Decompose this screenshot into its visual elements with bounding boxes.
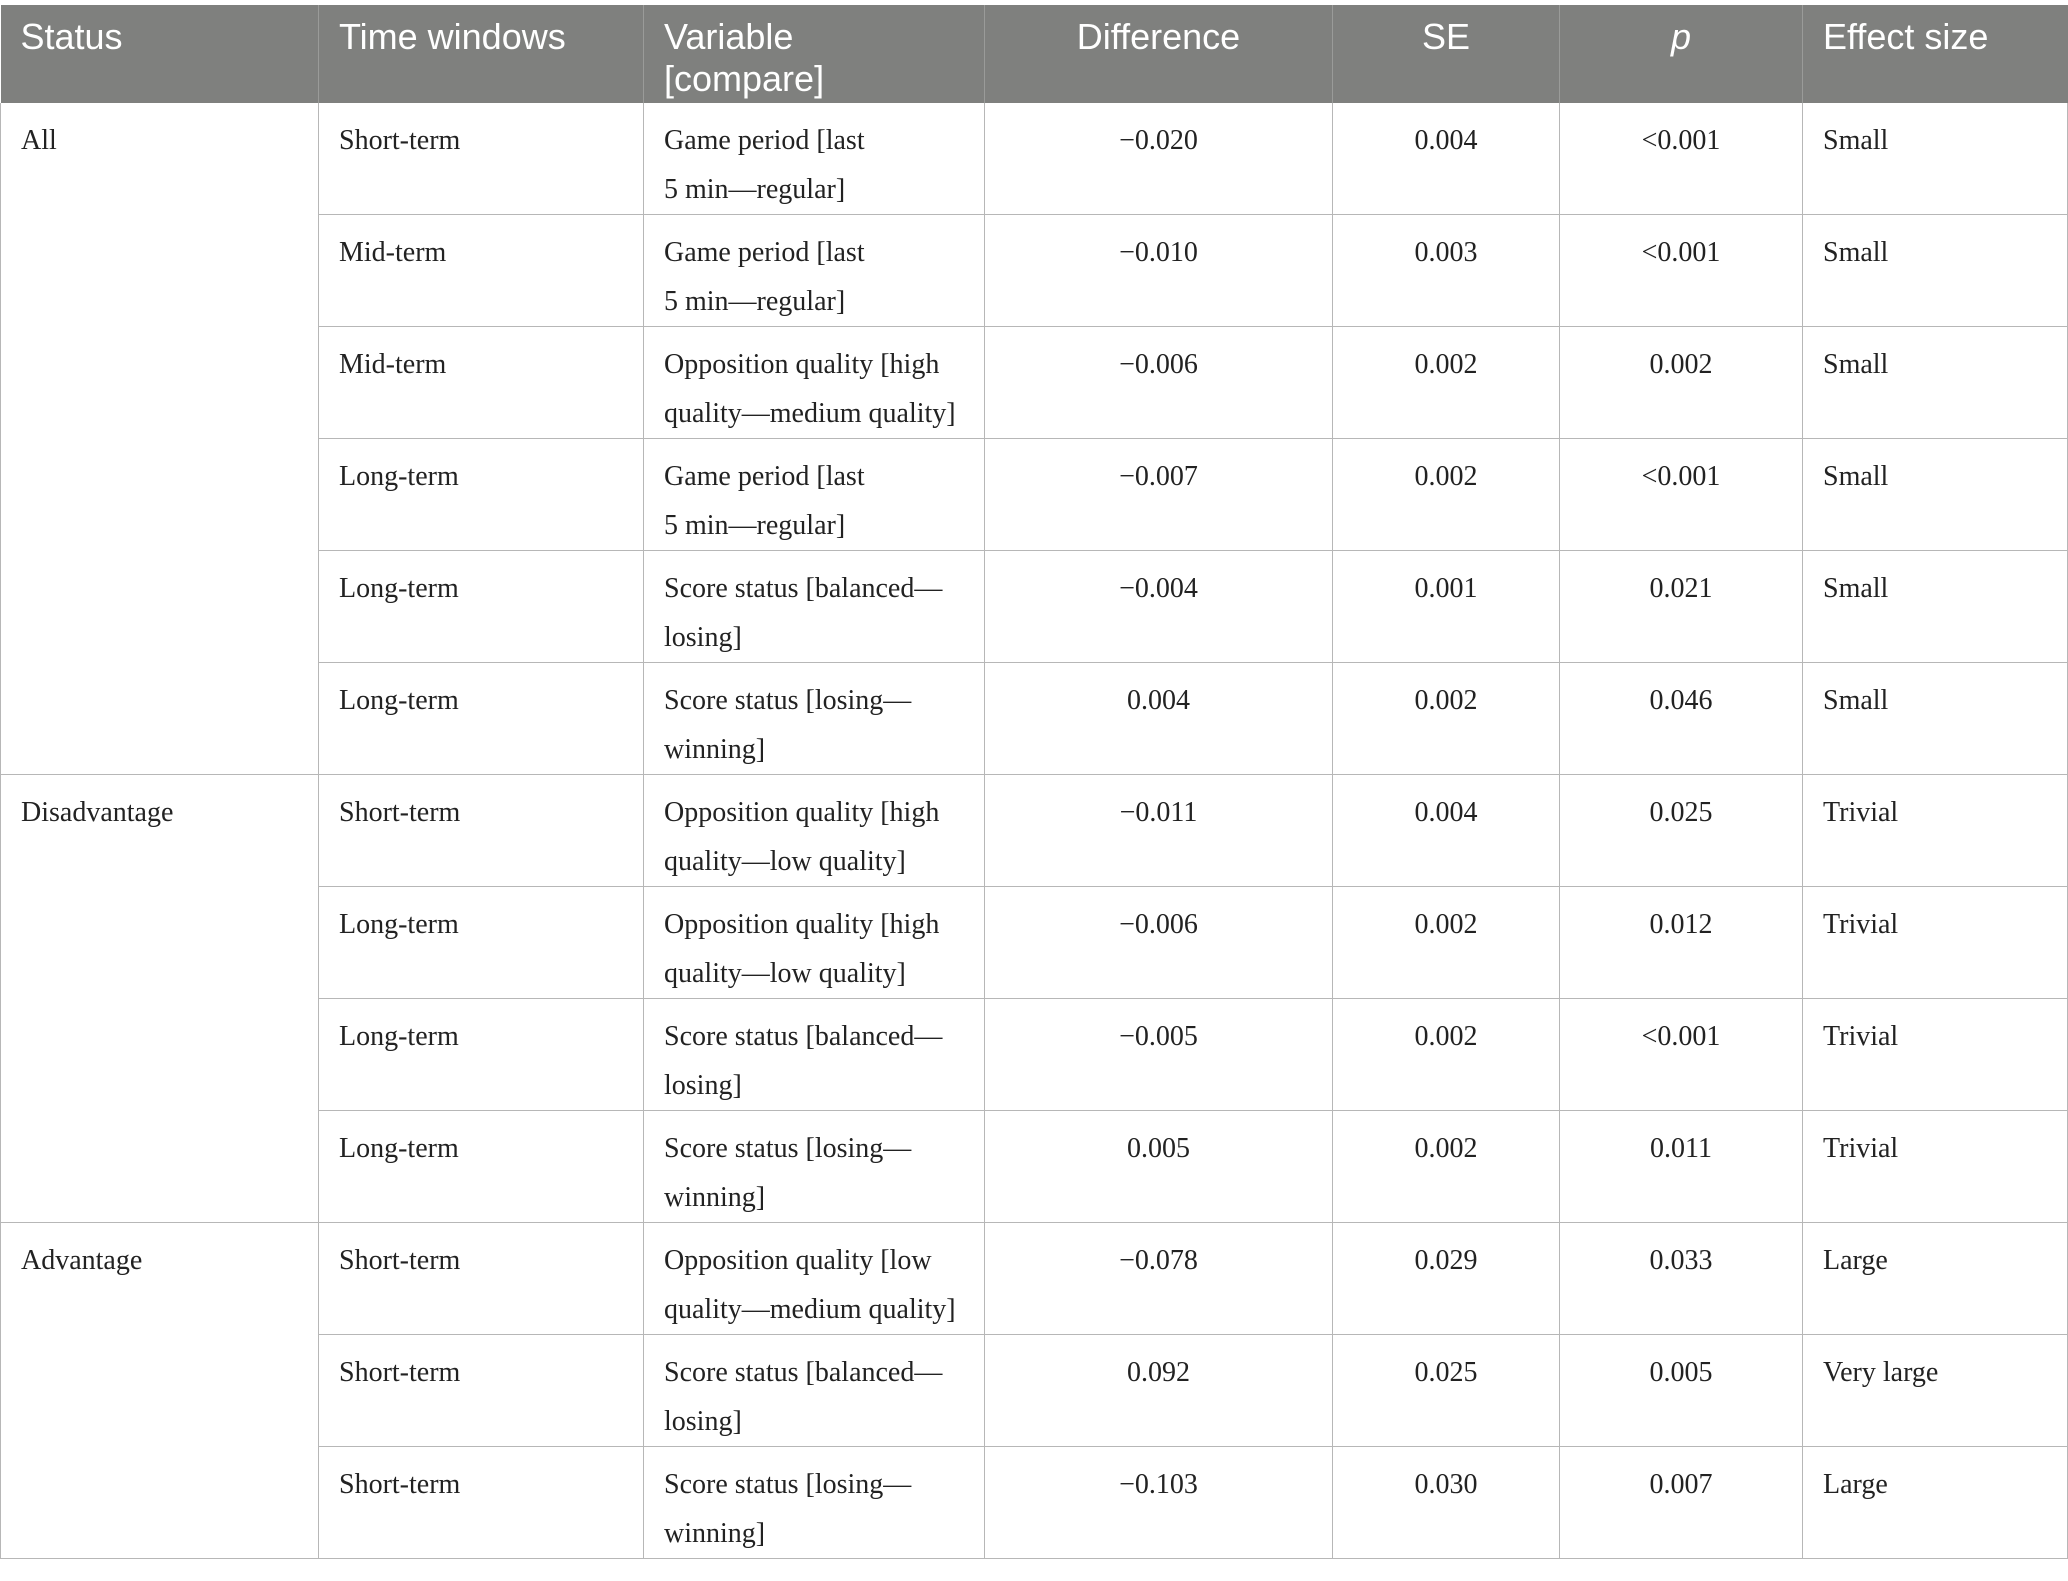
p-value-cell: 0.007 (1560, 1447, 1803, 1559)
se-cell: 0.004 (1333, 103, 1560, 215)
variable-cell (644, 663, 985, 775)
effect-size-cell: Trivial (1803, 999, 2068, 1111)
effect-size-cell: Large (1803, 1447, 2068, 1559)
se-cell: 0.002 (1333, 999, 1560, 1111)
time-window-cell: Long-term (319, 439, 644, 551)
se-cell: 0.004 (1333, 775, 1560, 887)
effect-size-cell: Small (1803, 551, 2068, 663)
time-window-cell: Mid-term (319, 215, 644, 327)
variable-line2: 5 min—regular] (664, 286, 846, 317)
time-window-cell: Long-term (319, 1111, 644, 1223)
header-difference: Difference (985, 5, 1333, 103)
table-row (1, 775, 2068, 887)
variable-cell (644, 215, 985, 327)
se-cell: 0.030 (1333, 1447, 1560, 1559)
time-window-cell: Short-term (319, 775, 644, 887)
status-cell: Disadvantage (1, 775, 319, 1223)
se-cell: 0.002 (1333, 663, 1560, 775)
p-value-cell: <0.001 (1560, 103, 1803, 215)
effect-size-cell: Small (1803, 663, 2068, 775)
variable-cell (644, 103, 985, 215)
variable-cell (644, 1111, 985, 1223)
variable-cell (644, 439, 985, 551)
header-variable-line1: Variable (664, 16, 794, 57)
variable-cell (644, 1447, 985, 1559)
table-row (1, 103, 2068, 215)
header-row (1, 5, 2068, 103)
variable-line1: Game period [last (664, 125, 865, 156)
header-p: p (1560, 5, 1803, 103)
variable-line2: winning] (664, 734, 766, 765)
p-value-cell: 0.011 (1560, 1111, 1803, 1223)
variable-line1: Opposition quality [high (664, 909, 940, 940)
variable-line1: Score status [losing— (664, 1469, 912, 1500)
effect-size-cell: Trivial (1803, 775, 2068, 887)
table-header (1, 5, 2068, 103)
header-effect-size: Effect size (1803, 5, 2068, 103)
variable-line1: Score status [losing— (664, 685, 912, 716)
header-se: SE (1333, 5, 1560, 103)
p-value-cell: <0.001 (1560, 999, 1803, 1111)
variable-cell (644, 999, 985, 1111)
header-variable-line2: [compare] (664, 58, 825, 99)
variable-line1: Score status [balanced— (664, 573, 943, 604)
time-window-cell: Long-term (319, 663, 644, 775)
time-window-cell: Short-term (319, 1223, 644, 1335)
se-cell: 0.002 (1333, 1111, 1560, 1223)
header-time-windows: Time windows (319, 5, 644, 103)
p-value-cell: 0.033 (1560, 1223, 1803, 1335)
time-window-cell: Long-term (319, 999, 644, 1111)
variable-line2: 5 min—regular] (664, 174, 846, 205)
p-value-cell: 0.002 (1560, 327, 1803, 439)
p-value-cell: <0.001 (1560, 215, 1803, 327)
effect-size-cell: Small (1803, 215, 2068, 327)
effect-size-cell: Small (1803, 327, 2068, 439)
se-cell: 0.003 (1333, 215, 1560, 327)
time-window-cell: Long-term (319, 887, 644, 999)
p-value-cell: 0.025 (1560, 775, 1803, 887)
status-cell: Advantage (1, 1223, 319, 1559)
variable-line1: Score status [balanced— (664, 1357, 943, 1388)
se-cell: 0.002 (1333, 439, 1560, 551)
header-variable (644, 5, 985, 103)
variable-cell (644, 1223, 985, 1335)
variable-line1: Opposition quality [low (664, 1245, 932, 1276)
variable-cell (644, 887, 985, 999)
difference-cell: −0.007 (985, 439, 1333, 551)
difference-cell: 0.005 (985, 1111, 1333, 1223)
se-cell: 0.002 (1333, 887, 1560, 999)
effect-size-cell: Very large (1803, 1335, 2068, 1447)
variable-line1: Opposition quality [high (664, 797, 940, 828)
time-window-cell: Short-term (319, 1447, 644, 1559)
difference-cell: 0.004 (985, 663, 1333, 775)
variable-line1: Opposition quality [high (664, 349, 940, 380)
difference-cell: −0.004 (985, 551, 1333, 663)
effect-size-cell: Small (1803, 103, 2068, 215)
effect-size-cell: Trivial (1803, 887, 2068, 999)
variable-cell (644, 551, 985, 663)
variable-line2: quality—low quality] (664, 846, 906, 877)
status-cell: All (1, 103, 319, 775)
variable-line2: losing] (664, 1406, 742, 1437)
variable-line2: losing] (664, 622, 742, 653)
variable-line2: quality—low quality] (664, 958, 906, 989)
se-cell: 0.025 (1333, 1335, 1560, 1447)
p-value-cell: 0.046 (1560, 663, 1803, 775)
variable-line1: Game period [last (664, 461, 865, 492)
variable-cell (644, 327, 985, 439)
time-window-cell: Mid-term (319, 327, 644, 439)
table-row (1, 1223, 2068, 1335)
variable-line2: winning] (664, 1518, 766, 1549)
p-value-cell: 0.021 (1560, 551, 1803, 663)
p-value-cell: <0.001 (1560, 439, 1803, 551)
variable-line2: 5 min—regular] (664, 510, 846, 541)
se-cell: 0.029 (1333, 1223, 1560, 1335)
table-body (1, 103, 2068, 1559)
se-cell: 0.002 (1333, 327, 1560, 439)
p-value-cell: 0.012 (1560, 887, 1803, 999)
variable-cell (644, 1335, 985, 1447)
variable-line2: winning] (664, 1182, 766, 1213)
effect-size-cell: Large (1803, 1223, 2068, 1335)
time-window-cell: Short-term (319, 1335, 644, 1447)
effect-size-cell: Small (1803, 439, 2068, 551)
time-window-cell: Short-term (319, 103, 644, 215)
difference-cell: −0.011 (985, 775, 1333, 887)
results-table (0, 5, 2068, 1559)
p-value-cell: 0.005 (1560, 1335, 1803, 1447)
difference-cell: −0.006 (985, 887, 1333, 999)
variable-line2: losing] (664, 1070, 742, 1101)
se-cell: 0.001 (1333, 551, 1560, 663)
variable-line2: quality—medium quality] (664, 1294, 956, 1325)
header-status: Status (1, 5, 319, 103)
variable-line1: Score status [balanced— (664, 1021, 943, 1052)
difference-cell: −0.020 (985, 103, 1333, 215)
time-window-cell: Long-term (319, 551, 644, 663)
variable-line2: quality—medium quality] (664, 398, 956, 429)
variable-line1: Score status [losing— (664, 1133, 912, 1164)
difference-cell: −0.005 (985, 999, 1333, 1111)
difference-cell: −0.006 (985, 327, 1333, 439)
effect-size-cell: Trivial (1803, 1111, 2068, 1223)
difference-cell: −0.010 (985, 215, 1333, 327)
variable-cell (644, 775, 985, 887)
difference-cell: 0.092 (985, 1335, 1333, 1447)
difference-cell: −0.103 (985, 1447, 1333, 1559)
difference-cell: −0.078 (985, 1223, 1333, 1335)
variable-line1: Game period [last (664, 237, 865, 268)
